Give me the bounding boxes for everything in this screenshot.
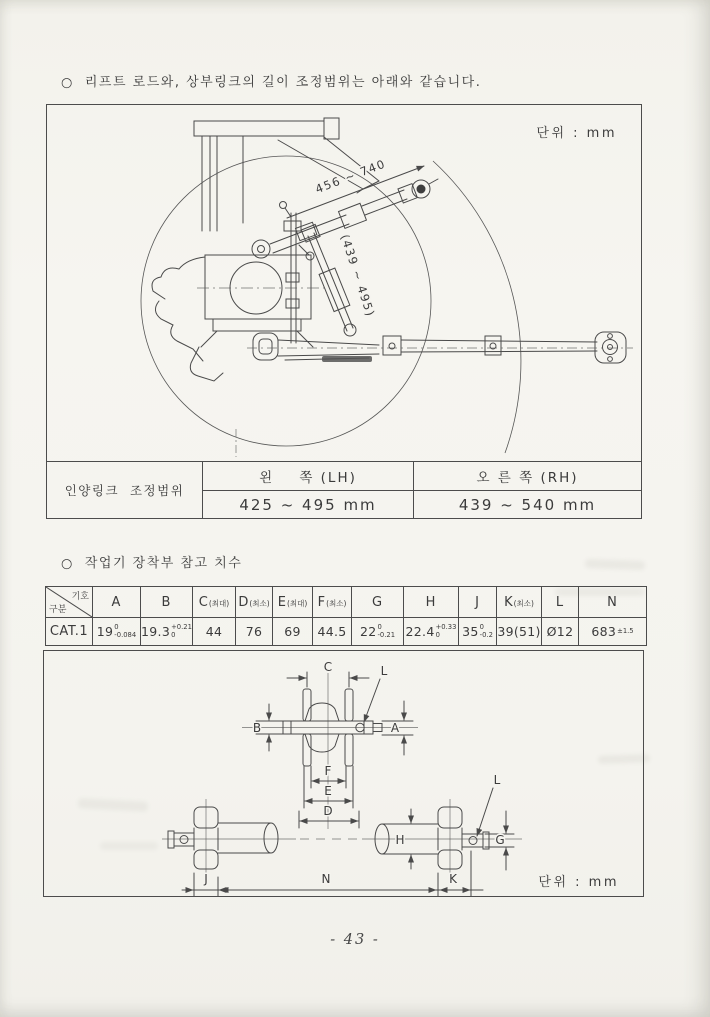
dim-header-label: A (111, 594, 121, 610)
range-table-header-lh: 왼 쪽 (LH) (203, 462, 413, 491)
dim-header-label: F (317, 594, 326, 610)
dim-header-label: B (161, 594, 171, 610)
dim-header-cell (93, 587, 141, 617)
dimension-table (45, 586, 647, 646)
dim-label-c: C (323, 660, 333, 674)
dim-label-l-top: L (380, 664, 388, 678)
dim-header-note: (최대) (286, 598, 308, 608)
dim-header-label: J (475, 594, 479, 610)
dim-header-label: G (371, 594, 383, 610)
figure2-frame (43, 650, 644, 897)
dim-value-cell: 76 (236, 618, 273, 645)
dim-value-cell: 19.3 +0.21 0 (141, 618, 193, 645)
dim-header-cell (236, 587, 273, 617)
dim-value-cell: 22 0 -0.21 (352, 618, 404, 645)
figure1-frame (46, 104, 642, 519)
dim-label-d: D (323, 804, 333, 818)
corner-cell (46, 587, 93, 617)
range-table-value-rh: 439 ~ 540 mm (458, 495, 597, 514)
category-label-cell (46, 618, 93, 645)
dim-header-label: C (198, 594, 208, 610)
dim-header-note: (최소) (249, 598, 270, 608)
range-table-col-lh (203, 462, 413, 518)
dim-value-cell: 44.5 (313, 618, 352, 645)
dim-header-cell (579, 587, 646, 617)
section1-heading-text: 리프트 로드와, 상부링크의 길이 조정범위는 아래와 같습니다. (84, 75, 482, 90)
dim-header-cell (459, 587, 497, 617)
section1-heading (61, 71, 481, 90)
mount-dimension-drawing (44, 651, 643, 896)
lift-rod-range-label: (439 ~ 495) (337, 232, 378, 319)
dim-label-b: B (252, 721, 262, 735)
dim-header-note: (최소) (513, 598, 534, 608)
tractor-linkage-drawing (47, 105, 641, 462)
category-label: CAT.1 (49, 624, 89, 639)
dim-header-cell (273, 587, 313, 617)
range-table (47, 461, 641, 518)
unit-label: 단위 : mm (536, 126, 617, 141)
section2-heading (61, 552, 242, 571)
lower-link-mount-left (168, 807, 278, 869)
dimension-table-header-row (46, 587, 646, 618)
lower-link (253, 332, 626, 363)
dim-header-note: (최대) (208, 598, 230, 608)
dim-value-cell: 44 (193, 618, 236, 645)
range-table-col-rh (413, 462, 641, 518)
range-table-row-label: 인양링크 조정범위 (47, 462, 203, 518)
dim-value-cell: 35 0 -0.2 (459, 618, 497, 645)
corner-label-symbol: 기호 (71, 592, 89, 602)
dim-header-cell (193, 587, 236, 617)
page-number: - 43 - (330, 932, 380, 948)
dim-label-h: H (395, 833, 405, 847)
corner-label-class: 구분 (49, 605, 67, 615)
unit-label: 단위 : mm (538, 875, 619, 890)
section2-heading-text: 작업기 장착부 참고 치수 (84, 556, 243, 571)
dim-value-cell: 22.4 +0.33 0 (404, 618, 459, 645)
dim-label-a: A (390, 721, 400, 735)
dim-value-cell: Ø12 (542, 618, 579, 645)
dim-label-f: F (324, 764, 332, 778)
dim-header-label: L (555, 594, 564, 610)
dim-value-cell: 69 (273, 618, 313, 645)
dim-label-k: K (449, 872, 457, 886)
dimension-table-value-row (46, 618, 646, 645)
dim-header-cell (352, 587, 404, 617)
dim-header-cell (497, 587, 542, 617)
dim-header-cell (141, 587, 193, 617)
top-link-range-label: 456 ~ 740 (313, 156, 388, 197)
range-table-value-lh: 425 ~ 495 mm (239, 495, 377, 514)
dim-header-label: K (504, 594, 513, 610)
dim-header-cell (542, 587, 579, 617)
dim-label-g: G (495, 833, 505, 847)
dim-label-j: J (204, 872, 208, 886)
dim-label-e: E (324, 784, 332, 798)
dim-value-cell: 39(51) (497, 618, 542, 645)
dim-header-label: E (277, 594, 286, 610)
dim-header-note: (최소) (326, 598, 347, 608)
bullet-circle-icon: ○ (61, 556, 74, 572)
dim-value-cell: 683 ±1.5 (591, 624, 634, 639)
dim-label-l-right: L (493, 773, 501, 787)
lower-link-mount-right (375, 807, 489, 869)
bleed-mark (585, 559, 645, 570)
dim-header-cell (404, 587, 459, 617)
range-table-header-rh: 오 른 쪽 (RH) (414, 462, 641, 491)
bullet-circle-icon: ○ (61, 75, 74, 91)
dim-label-n: N (321, 872, 331, 886)
dim-header-label: N (607, 594, 617, 610)
dim-value-cell: 19 0 -0.084 (93, 618, 141, 645)
dim-header-label: D (238, 594, 249, 610)
dim-header-cell (313, 587, 352, 617)
dim-header-label: H (425, 594, 436, 610)
